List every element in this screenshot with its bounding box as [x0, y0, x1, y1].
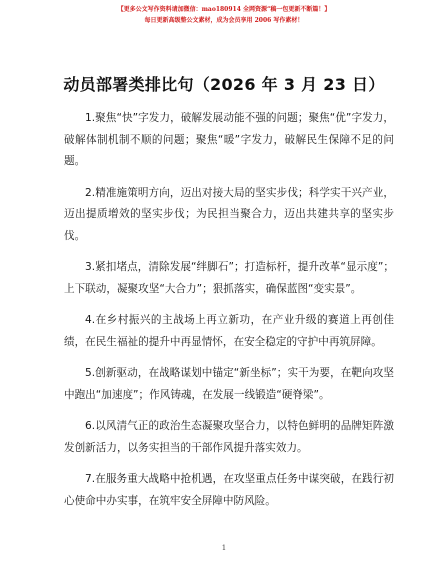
paragraph-2: 2.精准施策明方向，迈出对接大局的坚实步伐；科学实干兴产业，迈出提质增效的坚实步伐；为民担当聚合力，迈出共建共享的坚实步伐。	[64, 186, 394, 242]
paragraph-3: 3.紧扣堵点，清除发展“绊脚石”；打造标杆，提升改革“显示度”；上下联动，凝聚攻坚“大合力”；狠抓落实，确保蓝图“变实景”。	[64, 261, 394, 295]
promo-banner	[0, 4, 448, 26]
paragraph-7: 7.在服务重大战略中抢机遇，在攻坚重点任务中谋突破，在践行初心使命中办实事，在筑牢安全屏障中防风险。	[64, 473, 394, 507]
promo-banner-line-2: 每日更新高级整公文素材，成为会员享用 2006 写作素材！	[144, 17, 304, 24]
paragraph-5: 5.创新驱动，在战略谋划中锚定“新坐标”；实干为要，在靶向攻坚中跑出“加速度”；作风铸魂，在发展一线锻造“硬脊梁”。	[64, 367, 394, 401]
paragraph-4: 4.在乡村振兴的主战场上再立新功，在产业升级的赛道上再创佳绩，在民生福祉的提升中再显情怀，在安全稳定的守护中再筑屏障。	[64, 314, 394, 348]
document-title: 动员部署类排比句（2026 年 3 月 23 日）	[63, 75, 385, 94]
promo-banner-line-1: 【更多公文写作资料请加微信：mao180914 全网资源“稿一包更新不断篇！】	[117, 6, 331, 13]
page-number: 1	[221, 544, 227, 552]
paragraph-1: 1.聚焦“快”字发力，破解发展动能不强的问题；聚焦“优”字发力，破解体制机制不顺的问题；聚焦“暖”字发力，破解民生保障不足的问题。	[64, 112, 394, 167]
paragraph-6: 6.以风清气正的政治生态凝聚攻坚合力，以特色鲜明的品牌矩阵激发创新活力，以务实担当的干部作风提升落实效力。	[64, 420, 394, 454]
document-body	[64, 108, 394, 522]
